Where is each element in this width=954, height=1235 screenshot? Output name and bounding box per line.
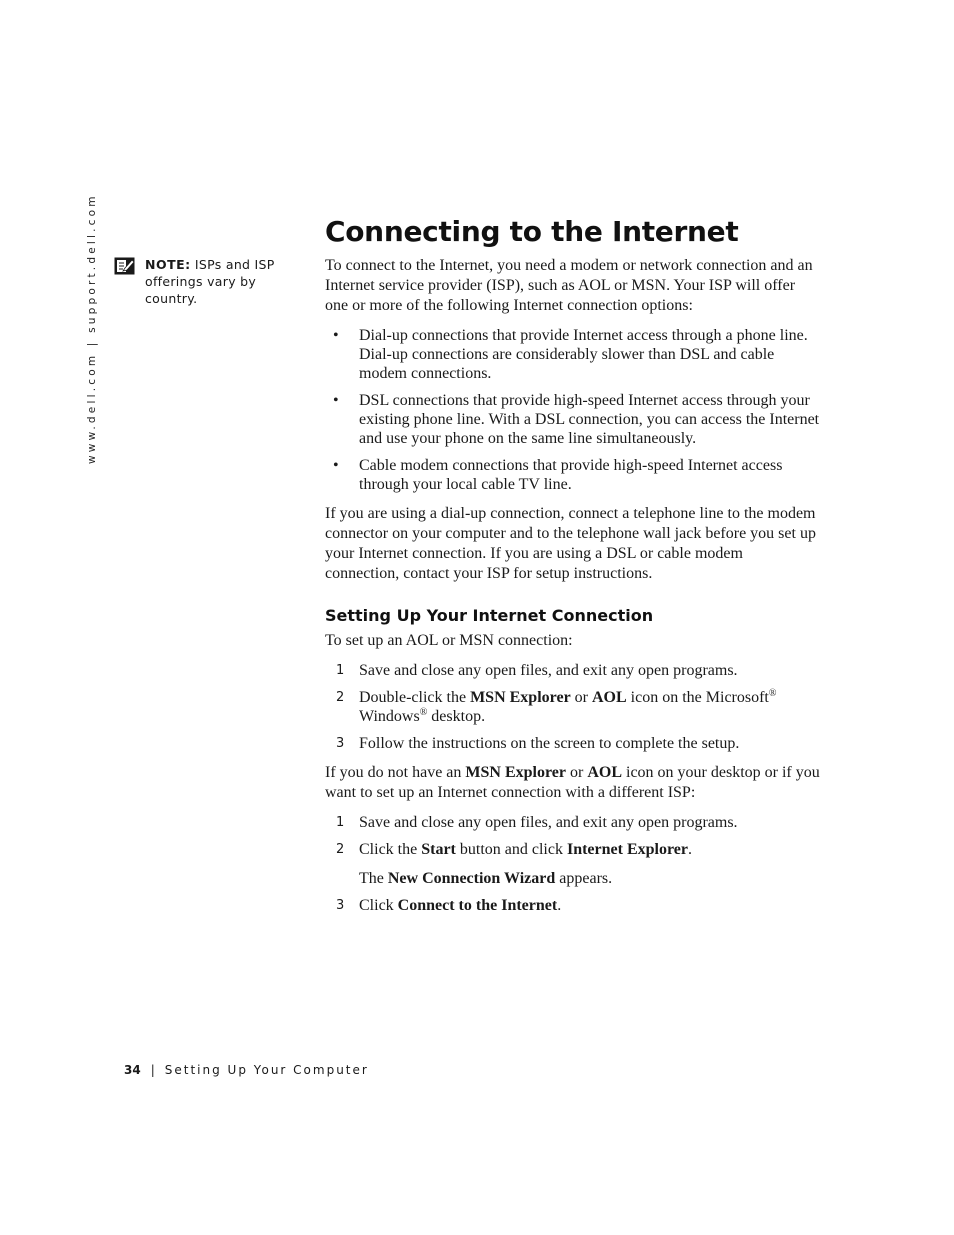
step-number: 2 bbox=[336, 842, 345, 857]
setup-steps-other-isp-continued bbox=[325, 896, 821, 915]
bullet-marker: • bbox=[333, 392, 339, 409]
dialup-paragraph: If you are using a dial-up connection, connect a telephone line to the modem connector on your computer and to the telephone wall jack before you set up your Internet connection. If you are using a DSL or cable modem connection, contact your ISP for setup instructions. bbox=[325, 505, 816, 582]
list-item bbox=[325, 391, 821, 448]
aol-ui-term: AOL bbox=[592, 689, 627, 706]
footer-section-title: Setting Up Your Computer bbox=[164, 1063, 369, 1077]
step-number: 1 bbox=[336, 663, 345, 678]
step-item bbox=[325, 688, 821, 726]
setup-steps-other-isp bbox=[325, 813, 821, 859]
result-text-pre: The bbox=[359, 870, 388, 887]
step-text-mid: button and click bbox=[455, 841, 567, 858]
para-text-post: icon on your desktop or if you want to set up an Internet connection with a different ISP: bbox=[325, 764, 820, 801]
step-text-end: . bbox=[687, 841, 692, 858]
note-text bbox=[145, 256, 304, 307]
intro-paragraph: To connect to the Internet, you need a modem or network connection and an Internet service provider (ISP), such as AOL or MSN. Your ISP will offer one or more of the following Internet connection options: bbox=[325, 257, 813, 314]
step-item bbox=[325, 896, 821, 915]
step-text-pre: Click the bbox=[359, 841, 422, 858]
step-result-text bbox=[325, 869, 821, 888]
step-number: 1 bbox=[336, 815, 345, 830]
step-number: 3 bbox=[336, 736, 345, 751]
step-text-end: . bbox=[557, 897, 562, 914]
aol-ui-term: AOL bbox=[587, 764, 622, 781]
page-title: Connecting to the Internet bbox=[325, 215, 739, 248]
section-heading: Setting Up Your Internet Connection bbox=[325, 606, 654, 625]
list-item-text: DSL connections that provide high-speed Internet access through your existing phone line. With a DSL connection, you can access the Internet and use your phone on the same line simultaneously. bbox=[359, 392, 820, 447]
list-item-text: Dial-up connections that provide Internet access through a phone line. Dial-up connections are considerably slower than DSL and cable modem connections. bbox=[359, 327, 808, 382]
registered-mark: ® bbox=[419, 707, 428, 718]
page-number: 34 bbox=[124, 1063, 141, 1077]
para-text-pre: If you do not have an bbox=[325, 764, 466, 781]
connect-ui-term: Connect to the Internet bbox=[397, 897, 558, 914]
list-item-text: Cable modem connections that provide high-speed Internet access through your local cable TV line. bbox=[359, 457, 783, 493]
list-item bbox=[325, 456, 821, 494]
registered-mark: ® bbox=[768, 688, 777, 699]
step-text-end: desktop. bbox=[427, 708, 486, 725]
alt-setup-paragraph bbox=[325, 763, 821, 803]
internet-explorer-ui-term: Internet Explorer bbox=[566, 841, 688, 858]
step-text-windows: Windows bbox=[359, 708, 420, 725]
note-box bbox=[114, 256, 304, 307]
connection-options-list bbox=[325, 326, 821, 494]
sidebar-url: www.dell.com | support.dell.com bbox=[86, 193, 98, 464]
note-body: ISPs and ISP offerings vary by country. bbox=[145, 257, 275, 306]
step-item bbox=[325, 840, 821, 859]
start-ui-term: Start bbox=[421, 841, 456, 858]
step-text-mid: icon on the Microsoft bbox=[626, 689, 769, 706]
step-text-pre: Double-click the bbox=[359, 689, 471, 706]
setup-lead: To set up an AOL or MSN connection: bbox=[325, 632, 573, 649]
step-text-pre: Click bbox=[359, 897, 398, 914]
step-text: Save and close any open files, and exit any open programs. bbox=[359, 814, 738, 831]
page-footer bbox=[124, 1061, 369, 1079]
step-text: Follow the instructions on the screen to complete the setup. bbox=[359, 735, 740, 752]
step-text-or: or bbox=[570, 689, 592, 706]
step-item bbox=[325, 813, 821, 832]
note-pencil-icon bbox=[114, 257, 135, 275]
bullet-marker: • bbox=[333, 457, 339, 474]
footer-separator: | bbox=[150, 1063, 155, 1077]
para-text-or: or bbox=[566, 764, 588, 781]
msn-explorer-ui-term: MSN Explorer bbox=[465, 764, 566, 781]
step-item bbox=[325, 661, 821, 680]
list-item bbox=[325, 326, 821, 383]
result-text-post: appears. bbox=[555, 870, 613, 887]
wizard-ui-term: New Connection Wizard bbox=[387, 870, 556, 887]
bullet-marker: • bbox=[333, 327, 339, 344]
note-label: NOTE: bbox=[145, 257, 191, 272]
msn-explorer-ui-term: MSN Explorer bbox=[470, 689, 571, 706]
step-item bbox=[325, 734, 821, 753]
step-number: 3 bbox=[336, 898, 345, 913]
main-content bbox=[325, 212, 821, 925]
step-text: Save and close any open files, and exit any open programs. bbox=[359, 662, 738, 679]
setup-steps-aol-msn bbox=[325, 661, 821, 753]
step-number: 2 bbox=[336, 690, 345, 705]
